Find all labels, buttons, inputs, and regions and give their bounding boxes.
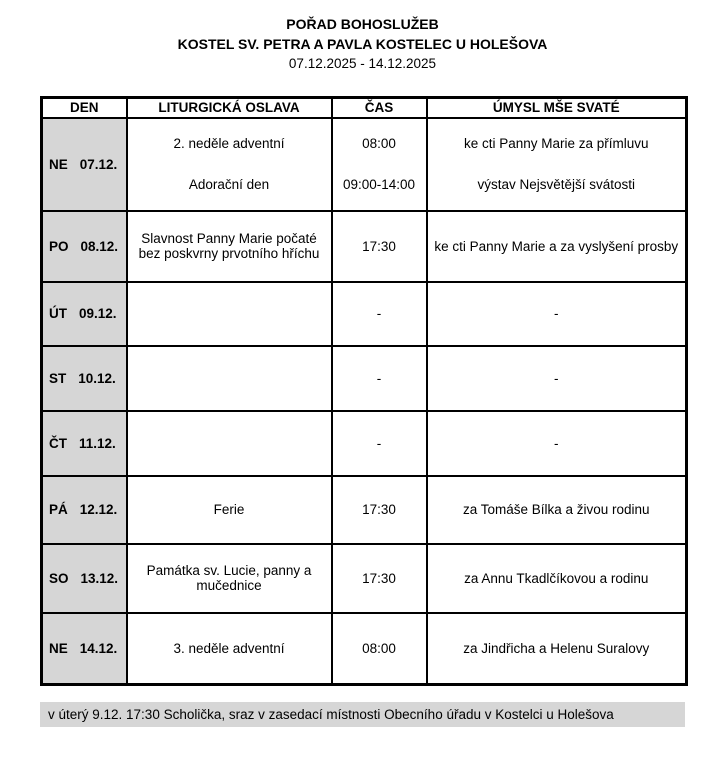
table-header-row <box>42 98 687 118</box>
document-title: POŘAD BOHOSLUŽEB <box>286 16 439 32</box>
schedule-table <box>40 96 688 686</box>
day-cell <box>42 613 127 685</box>
celebration-cell <box>127 346 332 411</box>
day-date: 12.12. <box>79 502 118 517</box>
day-abbr: SO <box>49 570 69 586</box>
day-date: 13.12. <box>80 570 119 586</box>
day-date: 08.12. <box>80 238 119 254</box>
column-header-celebration: LITURGICKÁ OSLAVA <box>127 98 332 118</box>
table-row <box>42 613 687 685</box>
day-date: 09.12. <box>79 306 117 321</box>
time-cell: - <box>332 346 427 411</box>
celebration-cell: Památka sv. Lucie, panny a mučednice <box>127 544 332 613</box>
day-abbr: NE <box>49 640 68 656</box>
time-cell <box>332 118 427 211</box>
table-row <box>42 282 687 346</box>
intention-cell: - <box>427 411 687 476</box>
celebration-cell: Slavnost Panny Marie počaté bez poskvrny prvotního hříchu <box>127 211 332 282</box>
time-line: 09:00-14:00 <box>342 177 416 192</box>
date-range: 07.12.2025 - 14.12.2025 <box>288 56 437 71</box>
celebration-line: Adorační den <box>188 177 270 192</box>
intention-line: ke cti Panny Marie za přímluvu <box>463 136 649 151</box>
intention-cell: ke cti Panny Marie a za vyslyšení prosby <box>427 211 687 282</box>
day-abbr: NE <box>49 156 68 172</box>
day-abbr: PO <box>49 238 69 254</box>
time-cell: - <box>332 282 427 346</box>
column-header-time: ČAS <box>332 98 427 118</box>
day-cell <box>42 118 127 211</box>
time-cell: 17:30 <box>332 544 427 613</box>
celebration-cell <box>127 118 332 211</box>
day-abbr: PÁ <box>49 502 68 517</box>
day-cell <box>42 411 127 476</box>
intention-cell: za Tomáše Bílka a živou rodinu <box>427 476 687 544</box>
day-cell <box>42 282 127 346</box>
intention-cell: - <box>427 282 687 346</box>
time-cell: 17:30 <box>332 211 427 282</box>
church-name: KOSTEL SV. PETRA A PAVLA KOSTELEC U HOLEŠOVA <box>177 36 548 52</box>
table-row <box>42 346 687 411</box>
table-row <box>42 211 687 282</box>
day-date: 11.12. <box>79 435 116 451</box>
footer-note: v úterý 9.12. 17:30 Scholička, sraz v zasedací místnosti Obecního úřadu v Kostelci u Holešova <box>40 702 685 727</box>
table-row <box>42 118 687 211</box>
celebration-cell <box>127 282 332 346</box>
day-cell <box>42 544 127 613</box>
intention-cell: za Annu Tkadlčíkovou a rodinu <box>427 544 687 613</box>
table-row <box>42 476 687 544</box>
time-cell: 08:00 <box>332 613 427 685</box>
day-abbr: ČT <box>49 435 67 451</box>
time-cell: - <box>332 411 427 476</box>
intention-line: výstav Nejsvětější svátosti <box>477 177 636 192</box>
day-cell <box>42 211 127 282</box>
day-date: 10.12. <box>78 370 116 386</box>
column-header-day: DEN <box>42 98 127 118</box>
day-date: 07.12. <box>79 156 118 172</box>
time-line: 08:00 <box>362 136 396 151</box>
celebration-line: 2. neděle adventní <box>173 136 285 151</box>
celebration-cell: Ferie <box>127 476 332 544</box>
document-header <box>40 14 685 74</box>
day-cell <box>42 346 127 411</box>
day-date: 14.12. <box>79 640 118 656</box>
intention-cell: za Jindřicha a Helenu Suralovy <box>427 613 687 685</box>
column-header-intention: ÚMYSL MŠE SVATÉ <box>427 98 687 118</box>
celebration-cell: 3. neděle adventní <box>127 613 332 685</box>
table-row <box>42 411 687 476</box>
day-abbr: ST <box>49 370 67 386</box>
intention-cell: - <box>427 346 687 411</box>
day-abbr: ÚT <box>49 306 67 321</box>
day-cell <box>42 476 127 544</box>
intention-cell <box>427 118 687 211</box>
table-row <box>42 544 687 613</box>
celebration-cell <box>127 411 332 476</box>
time-cell: 17:30 <box>332 476 427 544</box>
